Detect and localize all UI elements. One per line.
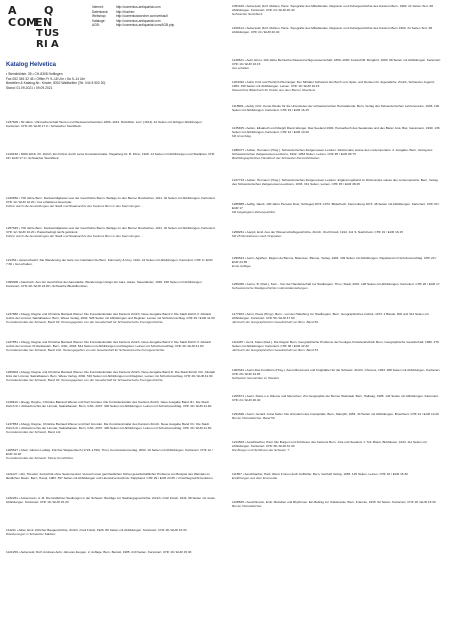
catalog-address: • Steinibühlstr. 35 • CH-8308 Hoflingen Fax 052 345 32 45 • Offfen Fr 9–18 Uhr • Sa 9–14 Uhr Bestellen & Katalog-Nr.: Kinder, 8302 Wallisellen (Tel. 044 8 900 30) Stand: 01.09.2021 • 09.09.2021 (6, 72, 106, 90)
entry-note: Biobibliographisches Handbuch der Schweizer Persönlichkeiten. (232, 156, 321, 161)
entry-text: 1285885 • Aeffig, Jakob. 100 Jahre Pension Rust, Schlegelj 1873–1973. Bilderbuch. Kiemenberg 1973. 48 Seiten mit Abbildungen. Kartoniert. CHF 20 / EUR 17 (232, 202, 440, 211)
catalog-entry (232, 412, 442, 420)
logo-letter: A (8, 4, 17, 17)
entry-text: 1121127 • Abt, Theodor. Fortschritt ohne Seelenverlust. Versuch einer ganzheitlichen Schau gesellschaftlicher Probleme am Beispiel des Wandels im ländlichen Raum. Bern, Haupt, 1983. 357 Seiten mit Abbildungen und Literaturverzeichnis. Pappband. CHF 29 / EUR 24.65 • Umschlag leicht berieben. (6, 472, 214, 481)
catalog-entry (232, 4, 442, 16)
catalog-entry (232, 282, 442, 290)
logo-letter: U (44, 28, 53, 39)
logo-letter: A (51, 39, 59, 50)
contact-link[interactable]: http://buchen (116, 9, 135, 14)
entry-text: 114211 • Adler, Emil. Züricher Baugeschichte. Zürich, Orell Füssli, 1926. 80 Seiten mit Abbildungen. Kartoniert. CHF 18 / EUR 15.30 (6, 528, 187, 532)
entry-text: 1108505 • Aeschlimann, Emil. Melodien und Rhythmen. Ein Beitrag zur Volkskunde. Bern, Francke, 1935. 92 Seiten. Kartoniert. CHF 18 / EUR 15.30 (232, 500, 436, 504)
catalog-entry (6, 400, 216, 408)
catalog-entry (232, 126, 442, 138)
entry-note: Kunstdenkmäler der Schweiz, Band 99. Herausgegeben von der Gesellschaft für Schweizerische Kunstgeschichte. (6, 320, 164, 325)
entry-text: 1247853 • Abegg, Regine, Christine Barraud Wiener und Karl Grunder. Die Kunstdenkmäler des Kantons Zürich. Neue Ausgabe Band III.I. Die Stadt Zürich III.I. Altstadt rechts der Limmat, Sakralbauten. Bern, GSK, 2007. 400 Seiten mit Abbildungen. Leinen mit Schutzumschlag. CHF 49 / EUR 41.60 (6, 422, 212, 431)
comenius-logo (6, 4, 62, 52)
entry-note: Führer durch die Ausstellungen der Stadt und Staatsarchiv des Kantons Bern in den Sammlungen ... (6, 204, 144, 209)
entry-note: Mit beigelegtem Zeitungsartikel. (232, 210, 276, 215)
contact-label: AGB: (92, 23, 100, 28)
logo-letter: C (8, 16, 17, 29)
entry-note: Gut erhalten. (232, 66, 250, 71)
entry-text: 1121259 • Aebersold, Rolf. Andreas Aebi. Jehovas Zeugen. 2. Auflage. Bern, Benteli, 1985. 219 Seiten. Kartoniert. CHF 18 / EUR 15.30 (6, 550, 192, 554)
catalog-entry (232, 500, 442, 508)
entry-text: 1256450 • Aerne, B. (Red.). Kern - Von der Handelsschaft zur Stadtregion. Thun, Stadt, 2001. 128 Seiten mit Abbildungen. Kartoniert. CHF 20 / EUR 17 (232, 282, 440, 286)
catalog-entry (232, 230, 442, 238)
entry-note: Jahrbuch der Geographischen Gesellschaft von Bern. Band 53. (232, 348, 319, 353)
logo-letter: Q (44, 4, 54, 17)
entry-text: 1232261 • Ackermann, A. M. Die ländlichen Siedlungen in der Schweiz. Beiträge zur Siedlungsgeschichte. Zürich, Orell Füssli, 1944. 98 Seiten mit vielen Abbildungen. Kartoniert. CHF 18 / EUR 15.30 (6, 496, 216, 505)
catalog-entry (232, 312, 442, 324)
entry-text: 1135465 • Aellen, Elisabeth und Margrit Rieck-Wenger. Das Seeland 1900. Heimatbuch des Seelandes und des Bieler Jura. Biel, Gassmann, 1990. 136 Seiten mit Abbildungen. Kartoniert. CHF 12 / EUR 10.20 (232, 126, 440, 135)
entry-note: Kunstdenkmäler der Schweiz, Band 111. (6, 430, 62, 435)
entry-note: Schwacher Stockfleck. (232, 12, 264, 17)
entry-note: Wanderungen in Schweizer Städten. (6, 532, 57, 537)
contact-info (92, 5, 186, 28)
catalog-entry (232, 104, 442, 112)
entry-note: Erzählungen aus dem Emmental. (232, 476, 278, 481)
entry-text: 1247851 • Abegg, Regine und Christine Barraud Wiener. Die Kunstdenkmäler des Kantons Zürich. Neue Ausgabe Band V. Die Stadt Zürich V. Altstadt rechts der Limmat, Profanbauten. Bern, GSK, 2003. 544 Seiten mit Abbildungen und Register. Leinen mit Schutzumschlag. CHF 49 / EUR 41.60 (6, 340, 211, 349)
entry-text: 1203492 • Aebli, Fritz und Heinrich Pfenninger. Der Sihltaler Schwand. Ein Buch vom Spiel- und Denken für Jugendliche. Zürich, Schweizer Jugend, 1954. 150 Seiten mit Abbildungen. Leinen. CHF 19 / EUR 16.15 (232, 80, 435, 89)
logo-letter: T (36, 28, 43, 39)
entry-text: 1219160 • 5000 2018. XII. Zürich. Ein Führer durch seine Kunstdenkmäler. Hagelberg Dr. B. Filzer, 1928. 14 Seiten mit Abbildungen und Stadtplan. CHF 29 / EUR 17.0 • Schwacher Stockfleck. (6, 152, 215, 161)
catalog-entry (6, 528, 216, 536)
entry-text: 1256003 • Abegg, Regine und Christine Barraud Wiener. Die Kunstdenkmäler des Kantons Zürich. Neue Ausgabe Band III. Die Stadt Zürich III.II. Altstadt links der Limmat, Sakralbauten. Bern, Wiese Verlag, 2002. 516 Seiten mit Abbildungen und Register. Leinen mit Schutzumschlag. CHF 49 / EUR 41.60 (6, 370, 215, 379)
entry-text: 1111087 • Aerni, Klaus (Red.). Die Region Bern. Geographische Probleme der heutigen Kulturlandschaft. Bern, Geographische Gesellschaft, 1980. 276 Seiten mit Abbildungen. Kartoniert. CHF 38 / EUR 32.30 (232, 340, 439, 349)
catalog-entry (232, 394, 442, 402)
entry-note: Mit Umschlag. (232, 134, 252, 139)
entry-text: 111557 • Aeschbacher, Paul. Wenn Fronen doch Aufblühe. Bern, Gotthelf Verlag, 1955. 125 Seiten. Leinen. CHF 18 / EUR 15.30 (232, 472, 408, 476)
catalog-entry (6, 472, 216, 480)
entry-text: 1213563 • Aeschbacher, Paul. Die Burgen und Schlösser des Kantons Bern. Jura und Seeland. 1. Teil. Basel, Birkhäuser, 1934. 111 Seiten mit Abbildungen. Kartoniert. CHF 38 / EUR 32.30 (232, 440, 427, 449)
catalog-entry (6, 370, 216, 382)
contact-label: Datenbank: (92, 9, 109, 14)
contact-label: Internet: (92, 5, 104, 9)
logo-letter: R (36, 39, 44, 50)
logo-letter: S (52, 28, 60, 39)
entry-text: 1099008 • Aarebuch. Aus der Geschichte der Aarestädte. Wanderungen längs der Aare. Aarau, Sauerländer, 1936. 158 Seiten mit Abbildungen. Kartoniert. CHF 28 / EUR 23.80 • Schwache Bleistiftnotizen. (6, 280, 203, 289)
contact-label: Kataloge: (92, 18, 106, 23)
logo-letter: N (43, 16, 53, 29)
entry-text: 1237600 • 50 Jahre. Uhrmacherschaft Tauren und Weissenschwanden 1863–1913. Rückblick. Lutz, [1913]. 44 Seiten mit farbigen Abbildungen. Kartoniert. CHF 28 / EUR 17.0 • Schwacher Stockfleck. (6, 120, 203, 129)
catalog-entry (6, 258, 216, 266)
entry-note: Schweizer Gemeinden im Wandel. (232, 376, 280, 381)
entry-text: 1268261 • Aeppli, Emil. Aus der Wissenschaftsgeschichte. Zürich, Orell Füssli, 1912. 111 S. Nachdruck. CHF 19 / EUR 16.15 (232, 230, 403, 234)
catalog-entry (232, 148, 442, 160)
entry-note: Klassisches Bilderbuch für Kinder aus dem Berner Oberland. (232, 88, 316, 93)
contact-row (92, 23, 186, 28)
entry-text: 1288477 • Aellen, Hermann (Hrsg.). Schweizerisches Zeitgenossen-Lexikon. Dictionnaire suisse des contemporains. 2. Ausgabe. Bern, Verlag des Schweizerischen Zeitgenossen-Lexikons, 1932. 1063 Seiten. Leinen. CHF 95 / EUR 80.75 (232, 148, 433, 157)
entry-note: Kunstdenkmäler der Schweiz, Band 99. Herausgegeben von der Gesellschaft für Schweizerische Kunstgeschichte. (6, 378, 164, 383)
catalog-entry (6, 280, 216, 288)
entry-note: Führer durch die Ausstellungen der Stadt und Staatsarchiv des Kantons Bern in den Sammlungen ... (6, 234, 144, 239)
logo-letter: M (26, 16, 37, 29)
catalog-entry (232, 80, 442, 92)
catalog-entry (6, 226, 216, 238)
entry-text: 1205671 • Aerni, Klaus u.a. Räume und Menschen. Zur Geographie der Berner Weltstadt. Bern, Hallwag, 1985. 144 Seiten mit Abbildungen. Kartoniert. CHF 24 / EUR 20.40 (232, 394, 439, 403)
catalog-entry (232, 472, 442, 480)
entry-note: Mit 25 Illustrationen nach Originalen. (232, 234, 283, 239)
entry-note: Kunstdenkmäler der Schweiz, Band 102. Herausgegeben von der Gesellschaft für Schweizerische Kunstgeschichte. (6, 348, 166, 353)
catalog-entry (6, 312, 216, 324)
entry-text: 1205627 • Abeli, Johann Ludwig. Zürcher Wappenbuch (1723–1796). Thun, Kommissionsverlag, 2002. 16 Seiten mit Abbildungen. Kartoniert. CHF 12 / EUR 10.20 (6, 448, 213, 457)
catalog-entry (232, 340, 442, 352)
entry-text: 1115581 • Aebly, Fritz. Kunst-Werke für die Unterstufen der schweizerischen Heimatkunde. Bern, Verlag des Schweizerischen Lehrervereins, 1936. 100 Seiten mit Abbildungen. Kartoniert. CHF 19 / EUR 16.15 (232, 104, 440, 113)
logo-letter: I (44, 39, 48, 50)
entry-note: Berner Heimatbücher. (232, 504, 263, 509)
contact-link[interactable]: http://comeniusbuecher.com/verkauf/ (116, 14, 169, 19)
entry-note: Berner Heimatbücher, Band 59. (232, 416, 276, 421)
entry-text: 1246650 • 700 Jahre Bern. Denkwürdigkeiten aus der Geschichte Berns. Beilage zu den Berner Rundschau, 1911. 32 Seiten mit Abbildungen. Kartoniert. CHF 12 / EUR 10.20 • Gut erhaltenes Exemplar. (6, 196, 216, 205)
catalog-entry (6, 120, 216, 128)
entry-note: Die Burgen und Schlösser der Schweiz, 7. (232, 448, 290, 453)
catalog-entry (232, 440, 442, 452)
catalog-entry (6, 448, 216, 460)
entry-text: 121452 • Aarenschacht. Die Wanderung der Aare von Interlaken bis Bern. Kümmerly & Frey, 1912. 24 Seiten mit Abbildungen. Kartoniert. CHF 9 / EUR 7.60 • Gut erhalten. (6, 258, 213, 267)
catalog-entry (232, 58, 442, 70)
entry-text: 1051160 • Aebersold, Rolf. Muhlen, Hans. Topografie des Mittellandes. Regional- und Kulturgeschichte des Kantons Bern. 1960. 21 Seiten Text. 68 Abbildungen. Kartoniert. CHF 24 / EUR 20.40 (232, 4, 433, 13)
catalog-title: Katalog Helvetica (6, 62, 57, 68)
contact-link[interactable]: http://comenius-antiquariat.com (116, 18, 161, 23)
entry-text: 1063344 • Aerni-Das Fundbüro (Hrsg.). Aerni-Monument und Flugblätter für die Schweiz. Zürich, Chronos, 1993. 288 Seiten mit Abbildungen. Kartoniert. CHF 29 / EUR 24.65 (232, 368, 441, 377)
entry-text: 1177903 • Aerni, Klaus (Hrsg.). Bern - von der Habsburg zur Stadtregion. Bern, Geographisches Institut, 1973. 2 Bände. 606 und 314 Seiten mit Abbildungen. Kartoniert. CHF 56 / EUR 47.60 (232, 312, 429, 321)
catalog-entry (232, 26, 442, 34)
entry-text: 1291690 • Aerni, Gerard. Anna Seiler. Die Gründerin des Inselspitals. Bern, Stämpfli, 1954. 40 Seiten mit Abbildungen. Broschiert. CHF 12 / EUR 10.20 (232, 412, 439, 416)
entry-text: 1247733 • Aellen, Hermann (Hrsg.). Schweizerisches Zeitgenossen-Lexikon. Ergänzungsband zu Dictionnaire suisse des contemporains. Bern, Verlag des Schweizerischen Zeitgenossen-Lexikons, 1936. 341 Seiten. Leinen. CHF 45 / EUR 38.25 (232, 178, 438, 187)
contact-link[interactable]: http://comenius-antiquariat.com (116, 5, 161, 9)
catalog-entry (6, 340, 216, 352)
catalog-entry (6, 196, 216, 208)
catalog-entry (232, 256, 442, 268)
contact-link[interactable]: http://comenius-antiquariat.com/AGB.php (116, 23, 175, 28)
entry-text: 1296543 • Aerni, Agathon. Région de Bienne, Bielersee. Bienne, Verlag, 1994. 109 Seiten mit Abbildungen. Pappband mit Schutzumschlag. CHF 29 / EUR 24.65 (232, 256, 437, 265)
entry-note: Schweizerische Stadtgeschichte in Einzeldarstellungen. (232, 286, 309, 291)
catalog-entry (232, 368, 442, 380)
catalog-entry (232, 178, 442, 186)
entry-text: 1169314 • Aebersold, Rolf. Muhlen, Hans. Topografie des Mittellandes. Regional- und Kulturgeschichte des Kantons Bern 1960. 21 Seiten Text. 68 Abbildungen. CHF 24 / EUR 20.40 (232, 26, 433, 35)
catalog-entry (232, 202, 442, 214)
logo-letter: O (17, 16, 27, 29)
entry-note: Jahrbuch der Geographischen Gesellschaft von Bern. Band 50. (232, 320, 319, 325)
entry-text: 1139521 • Aebi, Ernst. 100 Jahre Bernische Rassenzuchtgenossenschaft. 1890–1990. Festschrift. Burgdorf, 1990. 98 Seiten mit Abbildungen. Kartoniert. CHF 19 / EUR 16.15 (232, 58, 442, 67)
contact-label: Webshop: (92, 14, 107, 19)
entry-note: Erste Auflage. (232, 264, 252, 269)
entry-text: 1247866 • Abegg, Regine und Christine Barraud Wiener. Die Kunstdenkmäler des Kantons Zürich. Neue Ausgabe Band V. Die Stadt Zürich V. Altstadt rechts der Limmat, Sakralbauten. Bern, Wiese Verlag, 2002. 528 Seiten mit Abbildungen und Register. Leinen mit Schutzumschlag. CHF 49 / EUR 41.60 (6, 312, 215, 321)
entry-note: Kunstdenkmäler der Schweiz. Kleine Kunstführer. (6, 456, 74, 461)
entry-text: 1257645 • 700 Jahre Bern. Denkwürdigkeiten aus der Geschichte Berns. Beilage zu den Berner Rundschau, 1911. 32 Seiten mit Abbildungen. Kartoniert. CHF 12 / EUR 10.20 • Papierbedingt leicht gebräunt. (6, 226, 216, 235)
catalog-entry (6, 422, 216, 434)
catalog-entry (6, 152, 216, 160)
catalog-entry (6, 550, 216, 554)
logo-letter: E (35, 16, 43, 29)
catalog-entry (6, 496, 216, 504)
entry-text: 1139910 • Abegg, Regine, Christine Barraud Wiener und Karl Grunder. Die Kunstdenkmäler des Kantons Zürich. Neue Ausgabe Band III.I. Die Stadt Zürich III.I. Altstadt rechts der Limmat, Sakralbauten. Bern, GSK, 2007. 400 Seiten mit Abbildungen. Leinen mit Schutzumschlag. CHF 49 / EUR 41.60 (6, 400, 212, 409)
